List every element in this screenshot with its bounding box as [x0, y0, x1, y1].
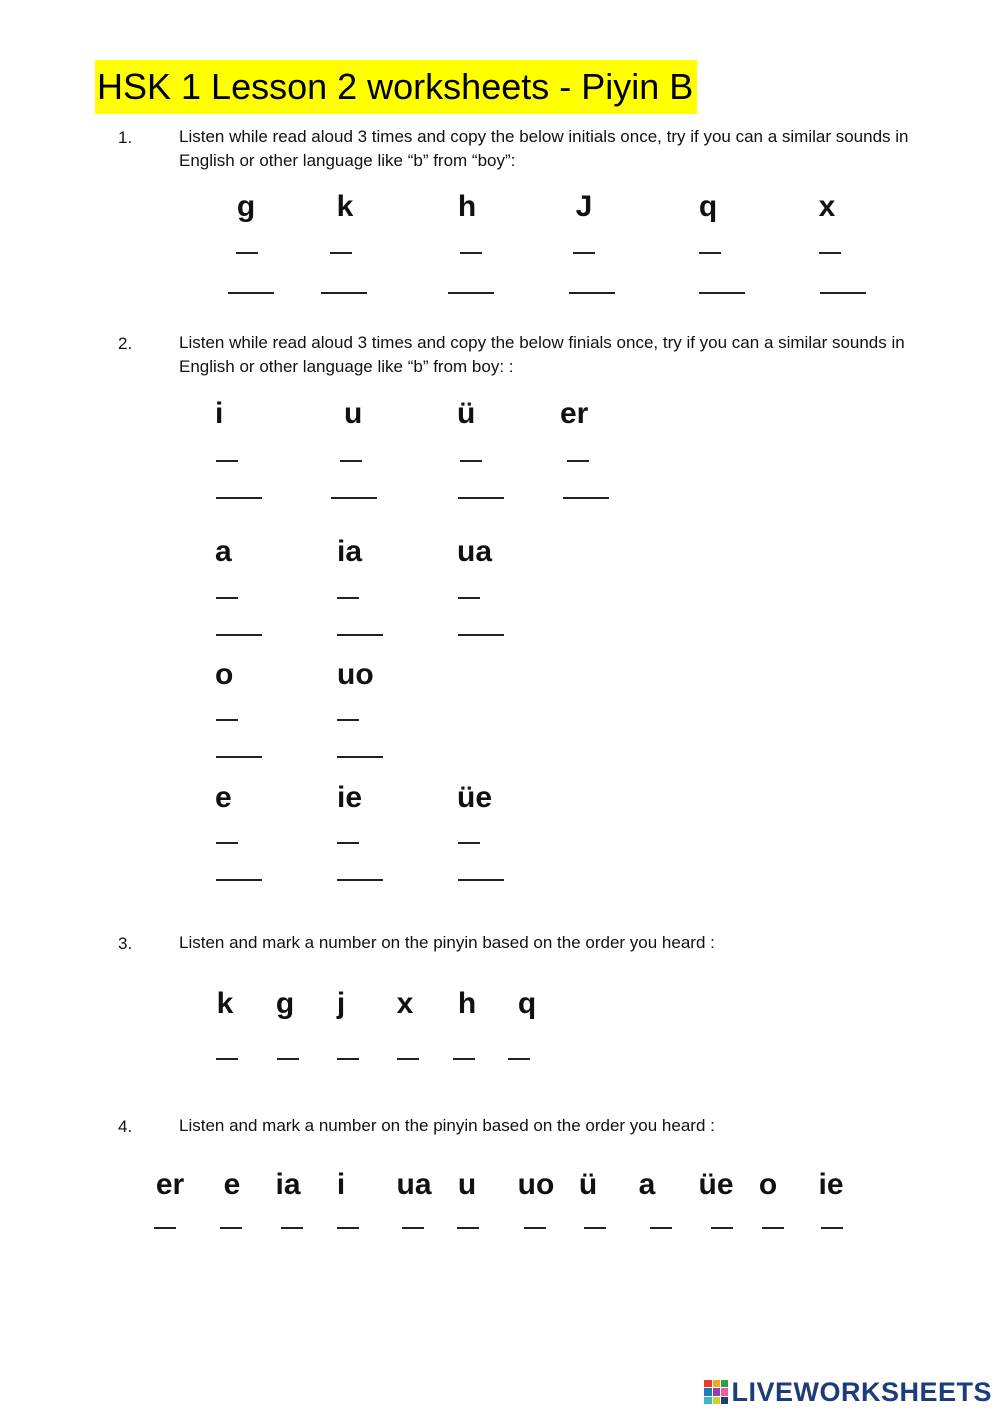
liveworksheets-logo-text: LIVEWORKSHEETS — [731, 1376, 992, 1407]
answer-blank[interactable] — [337, 842, 359, 844]
order-blank[interactable] — [508, 1058, 530, 1060]
order-item-k: k — [216, 987, 234, 1020]
order-item-ie: ie — [818, 1168, 844, 1201]
final-a: a — [215, 535, 232, 568]
copy-blank[interactable] — [216, 756, 262, 758]
question-3-text: Listen and mark a number on the pinyin based on the order you heard : — [179, 933, 715, 952]
order-blank[interactable] — [821, 1227, 843, 1229]
order-blank[interactable] — [457, 1227, 479, 1229]
logo-tile — [713, 1397, 720, 1404]
answer-blank[interactable] — [460, 460, 482, 462]
answer-blank[interactable] — [337, 597, 359, 599]
copy-blank[interactable] — [448, 292, 494, 294]
order-blank[interactable] — [154, 1227, 176, 1229]
logo-tile — [721, 1388, 728, 1395]
answer-blank[interactable] — [330, 252, 352, 254]
answer-blank[interactable] — [458, 597, 480, 599]
copy-blank[interactable] — [337, 756, 383, 758]
order-blank[interactable] — [711, 1227, 733, 1229]
copy-blank[interactable] — [337, 879, 383, 881]
copy-blank[interactable] — [216, 497, 262, 499]
final-ia: ia — [337, 535, 363, 568]
answer-blank[interactable] — [216, 719, 238, 721]
order-item-x: x — [396, 987, 414, 1020]
question-1-text: Listen while read aloud 3 times and copy the below initials once, try if you can a similar sounds in English or other language like “b” from “boy”: — [179, 127, 909, 170]
question-1-number: 1. — [118, 128, 133, 147]
question-2-number: 2. — [118, 334, 133, 353]
order-blank[interactable] — [397, 1058, 419, 1060]
copy-blank[interactable] — [216, 634, 262, 636]
final-ua: ua — [457, 535, 493, 568]
final-u-umlaut: ü — [457, 397, 476, 430]
liveworksheets-logo-icon — [704, 1380, 728, 1404]
answer-blank[interactable] — [567, 460, 589, 462]
order-blank[interactable] — [584, 1227, 606, 1229]
order-item-g: g — [275, 987, 295, 1020]
copy-blank[interactable] — [699, 292, 745, 294]
question-4-number: 4. — [118, 1117, 133, 1136]
order-item-q: q — [517, 987, 537, 1020]
order-item-h: h — [457, 987, 477, 1020]
initial-j: J — [575, 190, 593, 223]
order-blank[interactable] — [762, 1227, 784, 1229]
initial-g: g — [236, 190, 256, 223]
order-blank[interactable] — [277, 1058, 299, 1060]
copy-blank[interactable] — [458, 879, 504, 881]
order-item-u-umlaut: ü — [578, 1168, 598, 1201]
final-o: o — [215, 658, 234, 691]
worksheet-title: HSK 1 Lesson 2 worksheets - Piyin B — [95, 60, 697, 114]
logo-tile — [713, 1380, 720, 1387]
final-ue-umlaut: üe — [457, 781, 493, 814]
answer-blank[interactable] — [216, 842, 238, 844]
order-blank[interactable] — [650, 1227, 672, 1229]
question-3-number: 3. — [118, 934, 133, 953]
order-blank[interactable] — [524, 1227, 546, 1229]
final-uo: uo — [337, 658, 374, 691]
copy-blank[interactable] — [458, 497, 504, 499]
order-blank[interactable] — [337, 1058, 359, 1060]
initial-x: x — [818, 190, 836, 223]
initial-h: h — [457, 190, 477, 223]
order-item-uo: uo — [517, 1168, 555, 1201]
logo-tile — [704, 1380, 711, 1387]
liveworksheets-logo — [704, 1375, 992, 1409]
answer-blank[interactable] — [236, 252, 258, 254]
final-i: i — [215, 397, 224, 430]
final-er: er — [560, 397, 589, 430]
initial-q: q — [698, 190, 718, 223]
answer-blank[interactable] — [337, 719, 359, 721]
order-item-a: a — [638, 1168, 656, 1201]
order-item-i: i — [336, 1168, 346, 1201]
logo-tile — [721, 1380, 728, 1387]
logo-tile — [721, 1397, 728, 1404]
copy-blank[interactable] — [216, 879, 262, 881]
answer-blank[interactable] — [699, 252, 721, 254]
order-blank[interactable] — [281, 1227, 303, 1229]
answer-blank[interactable] — [216, 597, 238, 599]
order-item-e: e — [223, 1168, 241, 1201]
answer-blank[interactable] — [458, 842, 480, 844]
order-blank[interactable] — [453, 1058, 475, 1060]
answer-blank[interactable] — [819, 252, 841, 254]
copy-blank[interactable] — [458, 634, 504, 636]
order-item-o: o — [758, 1168, 778, 1201]
copy-blank[interactable] — [569, 292, 615, 294]
answer-blank[interactable] — [460, 252, 482, 254]
order-item-ua: ua — [396, 1168, 432, 1201]
copy-blank[interactable] — [563, 497, 609, 499]
logo-tile — [713, 1388, 720, 1395]
copy-blank[interactable] — [228, 292, 274, 294]
final-u: u — [344, 397, 363, 430]
order-item-ue-umlaut: üe — [698, 1168, 734, 1201]
order-item-ia: ia — [275, 1168, 301, 1201]
order-item-er: er — [155, 1168, 185, 1201]
answer-blank[interactable] — [340, 460, 362, 462]
logo-tile — [704, 1397, 711, 1404]
order-blank[interactable] — [337, 1227, 359, 1229]
answer-blank[interactable] — [216, 460, 238, 462]
copy-blank[interactable] — [337, 634, 383, 636]
initial-k: k — [336, 190, 354, 223]
copy-blank[interactable] — [321, 292, 367, 294]
copy-blank[interactable] — [331, 497, 377, 499]
order-blank[interactable] — [402, 1227, 424, 1229]
question-4-text: Listen and mark a number on the pinyin based on the order you heard : — [179, 1116, 715, 1135]
logo-tile — [704, 1388, 711, 1395]
order-item-j: j — [336, 987, 346, 1020]
order-blank[interactable] — [216, 1058, 238, 1060]
final-e: e — [215, 781, 232, 814]
final-ie: ie — [337, 781, 363, 814]
copy-blank[interactable] — [820, 292, 866, 294]
order-blank[interactable] — [220, 1227, 242, 1229]
order-item-u: u — [457, 1168, 477, 1201]
answer-blank[interactable] — [573, 252, 595, 254]
question-2-text: Listen while read aloud 3 times and copy the below finials once, try if you can a similar sounds in English or other language like “b” from boy: : — [179, 333, 905, 376]
